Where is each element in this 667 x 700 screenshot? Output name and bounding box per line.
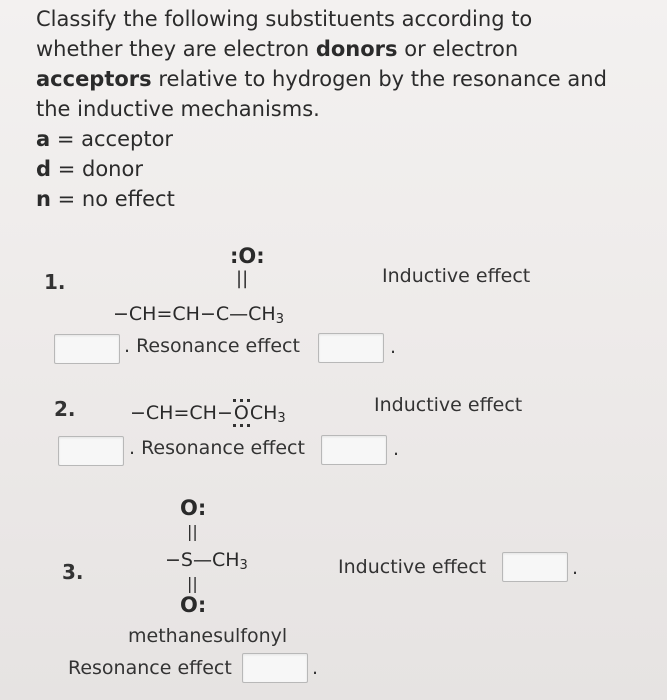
legend-donor: d = donor [36, 157, 143, 181]
item-1-resonance-answer-box[interactable] [318, 333, 384, 363]
legend-no-effect: n = no effect [36, 187, 175, 211]
item-3-top-double-bond: || [187, 522, 198, 541]
question-prompt [36, 4, 636, 214]
item-2-period: . [393, 438, 400, 460]
item-3-number: 3. [62, 560, 84, 584]
item-1-double-bond: || [236, 268, 249, 289]
item-3-resonance-label: Resonance effect [68, 657, 232, 679]
item-3-inductive-period: . [572, 557, 579, 579]
item-2-resonance-answer-box[interactable] [321, 435, 387, 465]
item-1-number: 1. [44, 270, 66, 294]
item-2-formula: $-CH=CH-OCH_3$ [130, 402, 286, 426]
prompt-line-3: acceptors relative to hydrogen by the resonance and [36, 67, 607, 91]
item-1-carbonyl-oxygen: :O: [230, 244, 265, 268]
item-2-number: 2. [54, 397, 76, 421]
prompt-line-2: whether they are electron donors or electron [36, 37, 519, 61]
item-2-oxygen: O [233, 399, 250, 427]
item-1-resonance-label: . Resonance effect [124, 335, 300, 357]
item-2-inductive-answer-box[interactable] [58, 436, 124, 466]
item-2-inductive-label: Inductive effect [374, 394, 523, 416]
item-3-resonance-period: . [312, 657, 319, 679]
item-3-compound-name: methanesulfonyl [128, 625, 288, 647]
prompt-line-1: Classify the following substituents according to [36, 7, 533, 31]
item-3-inductive-label: Inductive effect [338, 556, 487, 578]
item-3-resonance-answer-box[interactable] [242, 653, 308, 683]
item-1-inductive-answer-box[interactable] [54, 334, 120, 364]
item-3-inductive-answer-box[interactable] [502, 552, 568, 582]
item-3-bottom-double-bond: || [187, 574, 198, 593]
item-3-bottom-oxygen: O: [180, 593, 207, 617]
item-1-inductive-label: Inductive effect [382, 265, 531, 287]
item-2-resonance-label: . Resonance effect [129, 437, 305, 459]
item-3-top-oxygen: O: [180, 496, 207, 520]
legend-acceptor: a = acceptor [36, 127, 174, 151]
prompt-line-4: the inductive mechanisms. [36, 97, 320, 121]
item-1-formula: $-CH=CH-C—CH_3$ [113, 303, 284, 327]
item-3-formula: $-S—CH_3$ [165, 549, 248, 573]
donors-term: donors [315, 37, 398, 61]
acceptors-term: acceptors [36, 67, 152, 91]
item-1-period: . [390, 336, 397, 358]
